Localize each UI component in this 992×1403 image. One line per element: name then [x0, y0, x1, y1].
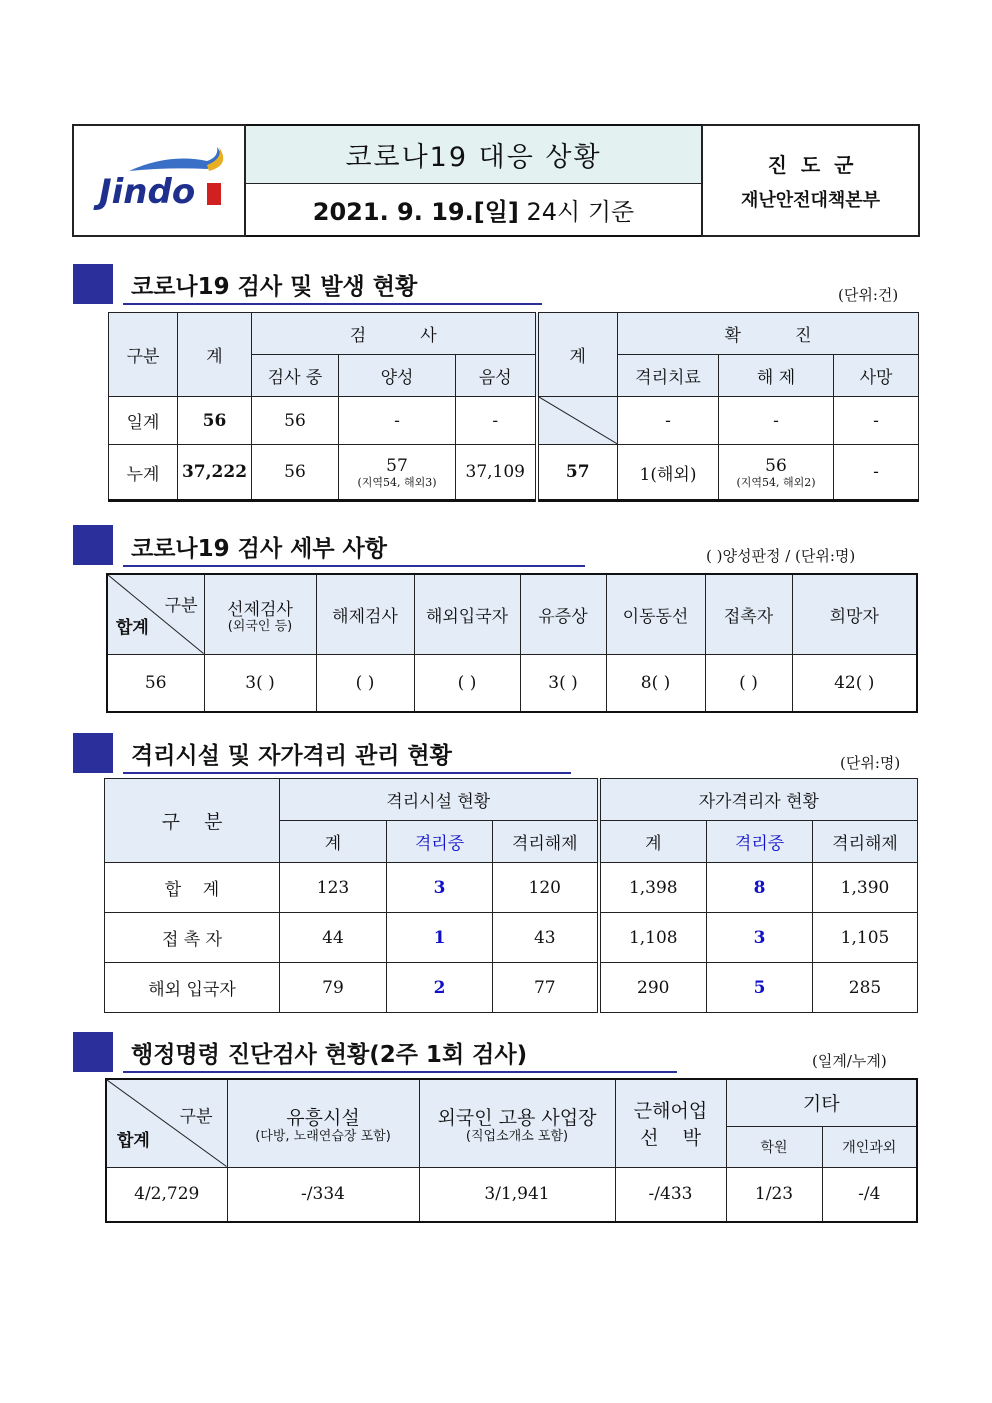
row-label: 합 계 [105, 863, 280, 913]
cell: 79 [280, 963, 387, 1013]
jindo-logo-icon [89, 143, 229, 213]
section-marker-icon [73, 264, 113, 304]
table-row [105, 913, 918, 963]
cell: 3 [707, 913, 813, 963]
hdr-total: 계 [599, 821, 707, 863]
hdr-gubun: 구분 [109, 313, 178, 397]
svg-text:Jindo: Jindo [99, 172, 196, 212]
hdr-positive: 양성 [339, 355, 456, 397]
cell-total: 37,222 [178, 445, 252, 501]
cell: 1,108 [599, 913, 707, 963]
section2-title: 코로나19 검사 세부 사항 [123, 530, 585, 567]
cell-total: 56 [178, 397, 252, 445]
release-breakdown: (지역54, 해외2) [736, 475, 816, 489]
cell: 4/2,729 [106, 1167, 227, 1222]
quarantine-table [104, 778, 918, 1013]
hdr-gubun: 구분 [164, 596, 198, 616]
hdr-in: 격리중 [387, 821, 493, 863]
cell: 43 [493, 913, 599, 963]
cell-death: - [834, 445, 919, 501]
hdr-entertainment [227, 1079, 419, 1167]
hdr-total2: 계 [537, 313, 618, 397]
section3-title: 격리시설 및 자가격리 관리 현황 [123, 737, 571, 774]
table-row [109, 445, 919, 501]
hdr-total: 계 [178, 313, 252, 397]
hdr-etc: 기타 [726, 1079, 917, 1126]
hdr-confirmed: 확 진 [618, 313, 919, 355]
cell-positive [339, 445, 456, 501]
table-row [106, 1167, 917, 1222]
hdr-foreign-employer [419, 1079, 615, 1167]
hdr-testing: 검사 중 [252, 355, 339, 397]
cell: 5 [707, 963, 813, 1013]
section4-title: 행정명령 진단검사 현황(2주 1회 검사) [123, 1036, 677, 1073]
label: 유흥시설 [286, 1107, 360, 1130]
date-line [245, 183, 702, 236]
hdr-out: 격리해제 [813, 821, 918, 863]
cell: -/334 [227, 1167, 419, 1222]
cell: 1/23 [726, 1167, 822, 1222]
cell: 1 [387, 913, 493, 963]
hdr-academy: 학원 [726, 1126, 822, 1167]
hdr-preemptive [204, 574, 316, 654]
cell-testing: 56 [252, 445, 339, 501]
cell: 1,390 [813, 863, 918, 913]
cell: 1,398 [599, 863, 707, 913]
section-marker-icon [73, 733, 113, 773]
hdr-isolation: 격리치료 [618, 355, 719, 397]
cell: 42( ) [792, 654, 917, 712]
cell-isolation: - [618, 397, 719, 445]
cell: 3( ) [204, 654, 316, 712]
cell: ( ) [316, 654, 414, 712]
hdr-symptomatic: 유증상 [520, 574, 606, 654]
cell: -/4 [822, 1167, 917, 1222]
cell: 290 [599, 963, 707, 1013]
section4-unit: (일계/누계) [812, 1052, 887, 1070]
table-row [105, 863, 918, 913]
hdr-overseas: 해외입국자 [414, 574, 520, 654]
cell: ( ) [705, 654, 792, 712]
cell-negative: 37,109 [456, 445, 537, 501]
hdr-release-test: 해제검사 [316, 574, 414, 654]
date-bold: 2021. 9. 19.[일] [312, 197, 519, 226]
cell-testing: 56 [252, 397, 339, 445]
admin-order-table [105, 1078, 918, 1223]
header-box [72, 124, 920, 237]
cell-negative: - [456, 397, 537, 445]
hdr-fishing-vessel [615, 1079, 726, 1167]
cell-empty-diagonal [537, 397, 618, 445]
cell: 2 [387, 963, 493, 1013]
section2-unit: ( )양성판정 / (단위:명) [706, 547, 856, 565]
date-rest: 24시 기준 [526, 197, 635, 226]
cell-release: - [719, 397, 834, 445]
sub-label: (직업소개소 포함) [465, 1129, 569, 1145]
cell-positive: - [339, 397, 456, 445]
cell: 3/1,941 [419, 1167, 615, 1222]
hdr-facility: 격리시설 현황 [280, 779, 599, 821]
hdr-corner [107, 574, 204, 654]
test-detail-table [106, 573, 918, 713]
row-label: 일계 [109, 397, 178, 445]
org-dept: 재난안전대책본부 [740, 190, 881, 211]
hdr-out: 격리해제 [493, 821, 599, 863]
hdr-total: 계 [280, 821, 387, 863]
doc-title: 코로나19 대응 상황 [245, 125, 702, 183]
cell: 77 [493, 963, 599, 1013]
label: 외국인 고용 사업장 [437, 1107, 597, 1130]
test-status-table [108, 312, 919, 502]
org-block [702, 125, 919, 236]
cell: 285 [813, 963, 918, 1013]
hdr-negative: 음성 [456, 355, 537, 397]
cell: ( ) [414, 654, 520, 712]
hdr-in: 격리중 [707, 821, 813, 863]
hdr-voluntary: 희망자 [792, 574, 917, 654]
hdr-release: 해 제 [719, 355, 834, 397]
cell-death: - [834, 397, 919, 445]
cell: 56 [107, 654, 204, 712]
cell: 44 [280, 913, 387, 963]
hdr-contact: 접촉자 [705, 574, 792, 654]
row-label: 접 촉 자 [105, 913, 280, 963]
section-marker-icon [73, 1032, 113, 1072]
sub-label: (외국인 등) [227, 619, 293, 635]
positive-breakdown: (지역54, 해외3) [357, 475, 437, 489]
positive-value: 57 [386, 455, 408, 476]
cell: 1,105 [813, 913, 918, 963]
cell: 3 [387, 863, 493, 913]
hdr-sum: 합계 [116, 618, 149, 638]
hdr-gubun: 구 분 [105, 779, 280, 863]
hdr-gubun: 구분 [179, 1107, 213, 1127]
cell-release [719, 445, 834, 501]
table-row [109, 397, 919, 445]
table-row [105, 963, 918, 1013]
row-label: 누계 [109, 445, 178, 501]
hdr-sum: 합계 [117, 1131, 150, 1151]
cell: 8( ) [606, 654, 705, 712]
sub-label: (다방, 노래연습장 포함) [255, 1129, 391, 1145]
hdr-corner [106, 1079, 227, 1167]
cell: -/433 [615, 1167, 726, 1222]
section1-unit: (단위:건) [838, 286, 899, 304]
table-row [107, 654, 917, 712]
hdr-tutoring: 개인과외 [822, 1126, 917, 1167]
section3-unit: (단위:명) [840, 754, 901, 772]
section-marker-icon [73, 525, 113, 565]
cell-isolation: 1(해외) [618, 445, 719, 501]
cell: 8 [707, 863, 813, 913]
section1-title: 코로나19 검사 및 발생 현황 [123, 268, 542, 305]
logo [73, 125, 245, 236]
label: 선제검사 [227, 600, 293, 621]
hdr-test: 검 사 [252, 313, 537, 355]
cell-total2: 57 [537, 445, 618, 501]
label: 선 박 [640, 1127, 701, 1150]
hdr-self: 자가격리자 현황 [599, 779, 918, 821]
row-label: 해외 입국자 [105, 963, 280, 1013]
cell: 120 [493, 863, 599, 913]
cell: 3( ) [520, 654, 606, 712]
org-name: 진 도 군 [767, 153, 854, 177]
release-value: 56 [765, 455, 787, 476]
hdr-route: 이동동선 [606, 574, 705, 654]
hdr-death: 사망 [834, 355, 919, 397]
cell: 123 [280, 863, 387, 913]
label: 근해어업 [633, 1100, 708, 1123]
